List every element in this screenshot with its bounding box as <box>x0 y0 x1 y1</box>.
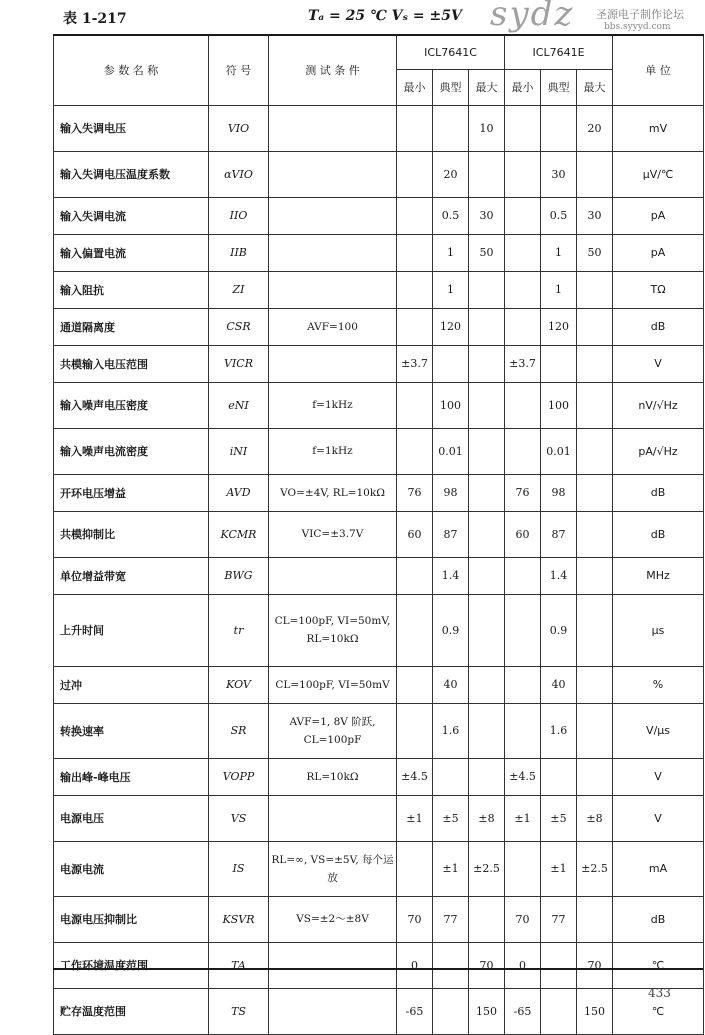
value-c-typ <box>433 758 469 795</box>
test-condition: f=1kHz <box>269 428 397 474</box>
value-c-min <box>397 308 433 345</box>
value-e-max <box>577 758 613 795</box>
value-e-max: 70 <box>577 942 613 988</box>
param-name: 共模抑制比 <box>54 511 209 557</box>
value-c-max: 50 <box>469 234 505 271</box>
value-e-max <box>577 428 613 474</box>
spec-table <box>53 34 704 1035</box>
param-symbol: TS <box>209 988 269 1034</box>
value-c-max: 150 <box>469 988 505 1034</box>
test-condition: VO=±4V, RL=10kΩ <box>269 474 397 511</box>
value-e-typ <box>541 105 577 151</box>
test-condition: VIC=±3.7V <box>269 511 397 557</box>
test-conditions-caption: Tₐ = 25 ℃ Vₛ = ±5V <box>308 8 462 24</box>
value-e-min: -65 <box>505 988 541 1034</box>
test-condition <box>269 234 397 271</box>
value-c-min <box>397 382 433 428</box>
value-c-max <box>469 896 505 942</box>
value-e-max <box>577 308 613 345</box>
param-unit: % <box>613 666 704 703</box>
header-group-c: ICL7641C <box>397 35 505 69</box>
table-row <box>54 197 704 234</box>
value-c-max: 10 <box>469 105 505 151</box>
param-unit: dB <box>613 308 704 345</box>
param-name: 贮存温度范围 <box>54 988 209 1034</box>
value-e-min: ±4.5 <box>505 758 541 795</box>
param-symbol: KCMR <box>209 511 269 557</box>
param-name: 工作环境温度范围 <box>54 942 209 988</box>
param-unit: ℃ <box>613 942 704 988</box>
param-symbol: ZI <box>209 271 269 308</box>
value-c-max <box>469 308 505 345</box>
table-row <box>54 382 704 428</box>
value-c-max: 30 <box>469 197 505 234</box>
value-c-max <box>469 474 505 511</box>
value-c-min: 60 <box>397 511 433 557</box>
value-c-typ: 98 <box>433 474 469 511</box>
param-symbol: VICR <box>209 345 269 382</box>
param-symbol: VIO <box>209 105 269 151</box>
header-symbol: 符 号 <box>209 35 269 105</box>
param-name: 输入失调电压 <box>54 105 209 151</box>
bottom-rule <box>53 968 703 970</box>
value-e-min <box>505 271 541 308</box>
value-e-typ: 40 <box>541 666 577 703</box>
table-row <box>54 557 704 594</box>
value-e-min: ±1 <box>505 795 541 841</box>
value-e-typ: 1 <box>541 271 577 308</box>
table-row <box>54 795 704 841</box>
test-condition <box>269 197 397 234</box>
value-e-max <box>577 382 613 428</box>
value-c-max: 70 <box>469 942 505 988</box>
value-c-min <box>397 151 433 197</box>
value-e-max <box>577 511 613 557</box>
param-unit: dB <box>613 896 704 942</box>
param-unit: μs <box>613 594 704 666</box>
value-c-min <box>397 594 433 666</box>
value-c-max <box>469 758 505 795</box>
value-e-max <box>577 271 613 308</box>
value-e-typ: 87 <box>541 511 577 557</box>
test-condition <box>269 105 397 151</box>
value-c-typ <box>433 105 469 151</box>
value-c-max <box>469 271 505 308</box>
table-row <box>54 345 704 382</box>
value-e-min <box>505 841 541 896</box>
spec-table-body <box>54 105 704 1034</box>
table-row <box>54 428 704 474</box>
value-e-typ: ±1 <box>541 841 577 896</box>
value-e-min: 70 <box>505 896 541 942</box>
test-condition: VS=±2～±8V <box>269 896 397 942</box>
value-c-min <box>397 557 433 594</box>
value-c-min <box>397 841 433 896</box>
param-name: 转换速率 <box>54 703 209 758</box>
value-e-max <box>577 666 613 703</box>
param-unit: pA <box>613 234 704 271</box>
param-unit: V <box>613 758 704 795</box>
param-symbol: SR <box>209 703 269 758</box>
value-e-max <box>577 345 613 382</box>
param-symbol: αVIO <box>209 151 269 197</box>
param-symbol: tr <box>209 594 269 666</box>
value-e-max <box>577 557 613 594</box>
value-e-min <box>505 557 541 594</box>
param-unit: V <box>613 795 704 841</box>
table-row <box>54 511 704 557</box>
header-max: 最大 <box>577 69 613 105</box>
value-c-max <box>469 151 505 197</box>
param-name: 通道隔离度 <box>54 308 209 345</box>
test-condition <box>269 988 397 1034</box>
header-group-e: ICL7641E <box>505 35 613 69</box>
value-e-min <box>505 308 541 345</box>
value-e-typ: 30 <box>541 151 577 197</box>
test-condition: CL=100pF, VI=50mV <box>269 666 397 703</box>
value-c-min: 76 <box>397 474 433 511</box>
value-c-min: ±3.7 <box>397 345 433 382</box>
watermark-url: bbs.syyyd.com <box>604 22 671 32</box>
value-c-min <box>397 197 433 234</box>
test-condition: CL=100pF, VI=50mV, RL=10kΩ <box>269 594 397 666</box>
param-unit: V/μs <box>613 703 704 758</box>
param-unit: ℃ <box>613 988 704 1034</box>
watermark-site-name: 圣源电子制作论坛 <box>596 8 684 21</box>
header-unit: 单 位 <box>613 35 704 105</box>
value-c-typ: 40 <box>433 666 469 703</box>
value-c-min <box>397 428 433 474</box>
value-c-min: ±1 <box>397 795 433 841</box>
value-e-typ: 0.9 <box>541 594 577 666</box>
test-condition: RL=∞, VS=±5V, 每个运放 <box>269 841 397 896</box>
value-c-max <box>469 666 505 703</box>
test-condition: f=1kHz <box>269 382 397 428</box>
value-e-typ: 1.6 <box>541 703 577 758</box>
param-name: 上升时间 <box>54 594 209 666</box>
value-e-typ <box>541 988 577 1034</box>
header-typ: 典型 <box>541 69 577 105</box>
header-typ: 典型 <box>433 69 469 105</box>
value-c-typ: 1 <box>433 234 469 271</box>
value-e-min: 0 <box>505 942 541 988</box>
value-c-min: 0 <box>397 942 433 988</box>
param-symbol: IIB <box>209 234 269 271</box>
value-c-min: -65 <box>397 988 433 1034</box>
value-e-typ <box>541 345 577 382</box>
table-row <box>54 988 704 1034</box>
param-name: 输入阻抗 <box>54 271 209 308</box>
header-conditions: 测 试 条 件 <box>269 35 397 105</box>
param-name: 输入偏置电流 <box>54 234 209 271</box>
value-c-min <box>397 271 433 308</box>
param-name: 输出峰-峰电压 <box>54 758 209 795</box>
value-e-max <box>577 703 613 758</box>
param-name: 输入噪声电流密度 <box>54 428 209 474</box>
value-c-min <box>397 105 433 151</box>
table-row <box>54 271 704 308</box>
value-e-min <box>505 703 541 758</box>
param-name: 过冲 <box>54 666 209 703</box>
param-name: 单位增益带宽 <box>54 557 209 594</box>
value-c-typ: 0.01 <box>433 428 469 474</box>
table-row <box>54 105 704 151</box>
value-c-min: ±4.5 <box>397 758 433 795</box>
value-c-typ: 87 <box>433 511 469 557</box>
value-c-typ <box>433 345 469 382</box>
value-c-typ <box>433 942 469 988</box>
value-c-max: ±8 <box>469 795 505 841</box>
table-row <box>54 758 704 795</box>
value-c-typ: 20 <box>433 151 469 197</box>
value-c-typ: 0.5 <box>433 197 469 234</box>
table-row <box>54 666 704 703</box>
param-symbol: CSR <box>209 308 269 345</box>
value-e-typ: 98 <box>541 474 577 511</box>
value-e-min <box>505 105 541 151</box>
value-c-max <box>469 594 505 666</box>
table-row <box>54 896 704 942</box>
watermark-logo: sydz <box>490 0 575 34</box>
param-symbol: IS <box>209 841 269 896</box>
param-name: 输入失调电压温度系数 <box>54 151 209 197</box>
table-row <box>54 151 704 197</box>
value-c-typ <box>433 988 469 1034</box>
value-e-typ <box>541 758 577 795</box>
value-e-typ <box>541 942 577 988</box>
value-e-max: 150 <box>577 988 613 1034</box>
value-e-typ: 1 <box>541 234 577 271</box>
value-c-typ: 1.6 <box>433 703 469 758</box>
test-condition <box>269 271 397 308</box>
value-e-max: 30 <box>577 197 613 234</box>
param-name: 输入噪声电压密度 <box>54 382 209 428</box>
test-condition <box>269 795 397 841</box>
param-unit: pA <box>613 197 704 234</box>
value-e-min <box>505 382 541 428</box>
param-unit: mV <box>613 105 704 151</box>
table-row <box>54 841 704 896</box>
param-symbol: KSVR <box>209 896 269 942</box>
value-c-typ: 1.4 <box>433 557 469 594</box>
value-e-typ: ±5 <box>541 795 577 841</box>
header-min: 最小 <box>505 69 541 105</box>
value-c-typ: 100 <box>433 382 469 428</box>
param-unit: TΩ <box>613 271 704 308</box>
value-c-max: ±2.5 <box>469 841 505 896</box>
test-condition <box>269 942 397 988</box>
param-name: 电源电压抑制比 <box>54 896 209 942</box>
value-e-min <box>505 594 541 666</box>
value-c-max <box>469 345 505 382</box>
value-e-max: 20 <box>577 105 613 151</box>
value-c-typ: ±5 <box>433 795 469 841</box>
test-condition: AVF=1, 8V 阶跃, CL=100pF <box>269 703 397 758</box>
value-c-max <box>469 382 505 428</box>
test-condition <box>269 557 397 594</box>
param-unit: V <box>613 345 704 382</box>
test-condition <box>269 345 397 382</box>
param-symbol: BWG <box>209 557 269 594</box>
value-e-min: ±3.7 <box>505 345 541 382</box>
value-e-min: 76 <box>505 474 541 511</box>
value-e-max <box>577 474 613 511</box>
param-name: 输入失调电流 <box>54 197 209 234</box>
param-symbol: AVD <box>209 474 269 511</box>
table-row <box>54 234 704 271</box>
value-e-max: ±8 <box>577 795 613 841</box>
table-number: 表 1-217 <box>63 11 127 27</box>
page-number: 433 <box>648 986 671 1000</box>
header-param: 参 数 名 称 <box>54 35 209 105</box>
value-c-typ: 77 <box>433 896 469 942</box>
param-symbol: eNI <box>209 382 269 428</box>
watermark <box>486 0 705 36</box>
value-c-max <box>469 428 505 474</box>
value-c-min: 70 <box>397 896 433 942</box>
param-symbol: VS <box>209 795 269 841</box>
param-symbol: VOPP <box>209 758 269 795</box>
header-min: 最小 <box>397 69 433 105</box>
value-c-typ: 0.9 <box>433 594 469 666</box>
test-condition: RL=10kΩ <box>269 758 397 795</box>
value-e-max: ±2.5 <box>577 841 613 896</box>
table-row <box>54 942 704 988</box>
value-c-min <box>397 703 433 758</box>
param-unit: dB <box>613 474 704 511</box>
param-symbol: IIO <box>209 197 269 234</box>
param-unit: dB <box>613 511 704 557</box>
value-e-min: 60 <box>505 511 541 557</box>
value-e-typ: 1.4 <box>541 557 577 594</box>
param-unit: MHz <box>613 557 704 594</box>
table-row <box>54 474 704 511</box>
value-e-typ: 120 <box>541 308 577 345</box>
param-name: 开环电压增益 <box>54 474 209 511</box>
value-c-typ: 120 <box>433 308 469 345</box>
param-name: 电源电压 <box>54 795 209 841</box>
value-e-max: 50 <box>577 234 613 271</box>
table-row <box>54 308 704 345</box>
table-row <box>54 703 704 758</box>
value-e-max <box>577 594 613 666</box>
param-name: 共模输入电压范围 <box>54 345 209 382</box>
param-unit: pA/√Hz <box>613 428 704 474</box>
value-c-max <box>469 703 505 758</box>
value-e-typ: 100 <box>541 382 577 428</box>
value-e-typ: 0.01 <box>541 428 577 474</box>
test-condition <box>269 151 397 197</box>
value-c-typ: ±1 <box>433 841 469 896</box>
test-condition: AVF=100 <box>269 308 397 345</box>
value-c-min <box>397 666 433 703</box>
value-c-max <box>469 557 505 594</box>
param-unit: μV/℃ <box>613 151 704 197</box>
value-c-min <box>397 234 433 271</box>
param-symbol: iNI <box>209 428 269 474</box>
value-e-min <box>505 234 541 271</box>
header-max: 最大 <box>469 69 505 105</box>
value-c-typ: 1 <box>433 271 469 308</box>
param-symbol: KOV <box>209 666 269 703</box>
value-e-min <box>505 151 541 197</box>
value-e-max <box>577 151 613 197</box>
value-e-min <box>505 197 541 234</box>
param-symbol: TA <box>209 942 269 988</box>
param-unit: nV/√Hz <box>613 382 704 428</box>
value-e-typ: 77 <box>541 896 577 942</box>
param-name: 电源电流 <box>54 841 209 896</box>
value-e-min <box>505 666 541 703</box>
param-unit: mA <box>613 841 704 896</box>
value-e-max <box>577 896 613 942</box>
value-c-max <box>469 511 505 557</box>
value-e-typ: 0.5 <box>541 197 577 234</box>
value-e-min <box>505 428 541 474</box>
table-row <box>54 594 704 666</box>
